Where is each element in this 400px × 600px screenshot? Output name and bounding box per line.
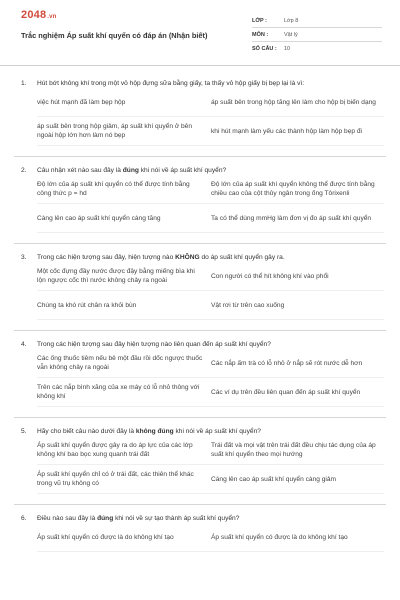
question-text: Trong các hiện tượng sau đây, hiện tượng nào KHÔNG do áp suất khí quyển gây ra. [37,254,285,261]
question-header [0,514,400,523]
answer-grid [37,436,384,494]
answer-option[interactable]: Áp suất khí quyển chỉ có ở trái đất, các thiên thể khác trong vũ trụ không có [37,465,209,494]
answer-grid [37,88,384,146]
answer-option[interactable]: Trái đất và mọi vật trên trái đất đều chịu tác dụng của áp suất khí quyển theo mọi hướng [209,436,384,465]
info-value: Lớp 8 [284,17,299,24]
question-4 [0,340,400,407]
answer-grid [37,349,384,407]
info-label: LỚP : [252,17,267,24]
answer-option[interactable]: Con người có thể hít không khí vào phổi [209,262,384,291]
question-text: Điều nào sau đây là đúng khi nói về sự tạo thành áp suất khí quyển? [37,515,240,522]
divider [14,156,386,157]
question-header [0,166,400,175]
answer-option[interactable]: Các ống thuốc tiêm nếu bẻ một đầu rồi dốc ngược thuốc vẫn không chảy ra ngoài [37,349,209,378]
answer-option[interactable]: Một cốc đựng đầy nước được đậy bằng miếng bìa khi lộn ngược cốc thì nước không chảy ra ngoài [37,262,209,291]
question-header [0,79,400,88]
info-value: 10 [284,46,291,52]
answer-option[interactable]: Áp suất khí quyển có được là do không khí tạo [37,523,209,552]
answer-option[interactable]: Vật rơi từ trên cao xuống [209,291,384,320]
site-logo[interactable] [21,9,57,21]
answer-option[interactable]: Các nắp ấm trà có lỗ nhỏ ở nắp sẽ rót nước dễ hơn [209,349,384,378]
question-text: Hút bớt không khí trong một vỏ hộp đựng sữa bằng giấy, ta thấy vỏ hộp giấy bị bẹp lại là vì: [37,80,305,87]
question-text: Hãy cho biết câu nào dưới đây là không đúng khi nói về áp suất khí quyển? [37,428,261,435]
info-row-count [252,42,382,56]
info-value: Vật lý [284,31,298,38]
answer-option[interactable]: Chúng ta khó rút chân ra khỏi bùn [37,291,209,320]
answer-option[interactable]: Áp suất khí quyển có được là do không khí tạo [209,523,384,552]
info-label: SỐ CÂU : [252,46,277,52]
answer-option[interactable]: Độ lớn của áp suất khí quyển có thể được tính bằng công thức p = hd [37,175,209,204]
answer-grid [37,523,384,552]
info-row-subject [252,28,382,42]
logo-text: 2048 [21,9,47,21]
question-list [0,66,400,552]
divider [14,243,386,244]
answer-option[interactable]: Độ lớn của áp suất khí quyển không thể được tính bằng chiều cao của cột thủy ngân trong ống Tôrixenli [209,175,384,204]
answer-option[interactable]: Trên các nắp bình xăng của xe máy có lỗ nhỏ thông với không khí [37,378,209,407]
question-text: Trong các hiện tượng sau đây hiện tượng nào liên quan đến áp suất khí quyển? [37,341,271,348]
question-2 [0,166,400,233]
answer-option[interactable]: Ta có thể dùng mmHg làm đơn vị đo áp suất khí quyển [209,204,384,233]
question-header [0,427,400,436]
question-number: 5. [21,428,27,435]
answer-option[interactable]: áp suất bên trong hộp giảm, áp suất khí quyển ở bên ngoài hộp lớn hơn làm nó bẹp [37,117,209,146]
answer-option[interactable]: Các ví dụ trên đều liên quan đến áp suất khí quyển [209,378,384,407]
answer-option[interactable]: khi hút mạnh làm yếu các thành hộp làm hộp bẹp đi [209,117,384,146]
question-number: 4. [21,341,27,348]
info-row-class [252,14,382,28]
answer-grid [37,175,384,233]
question-number: 3. [21,254,27,261]
divider [14,417,386,418]
question-1 [0,79,400,146]
question-5 [0,427,400,494]
question-number: 6. [21,515,27,522]
info-table [252,14,382,56]
answer-option[interactable]: việc hút mạnh đã làm bẹp hộp [37,88,209,117]
info-label: MÔN : [252,31,269,38]
question-3 [0,253,400,320]
question-number: 2. [21,167,27,174]
answer-option[interactable]: Áp suất khí quyển được gây ra do áp lực của các lớp không khí bao bọc xung quanh trái đất [37,436,209,465]
answer-option[interactable]: Càng lên cao áp suất khí quyển càng giảm [209,465,384,494]
page-header [0,0,400,66]
question-number: 1. [21,80,27,87]
answer-option[interactable]: Càng lên cao áp suất khí quyển càng tăng [37,204,209,233]
logo-suffix: .vn [47,14,57,20]
divider [14,330,386,331]
question-header [0,340,400,349]
answer-option[interactable]: áp suất bên trong hộp tăng lên làm cho hộp bị biến dạng [209,88,384,117]
question-text: Câu nhận xét nào sau đây là đúng khi nói về áp suất khí quyển? [37,167,227,174]
page-title: Trắc nghiệm Áp suất khí quyển có đáp án (Nhận biết) [21,31,208,40]
answer-grid [37,262,384,320]
divider [14,504,386,505]
question-header [0,253,400,262]
question-6 [0,514,400,552]
